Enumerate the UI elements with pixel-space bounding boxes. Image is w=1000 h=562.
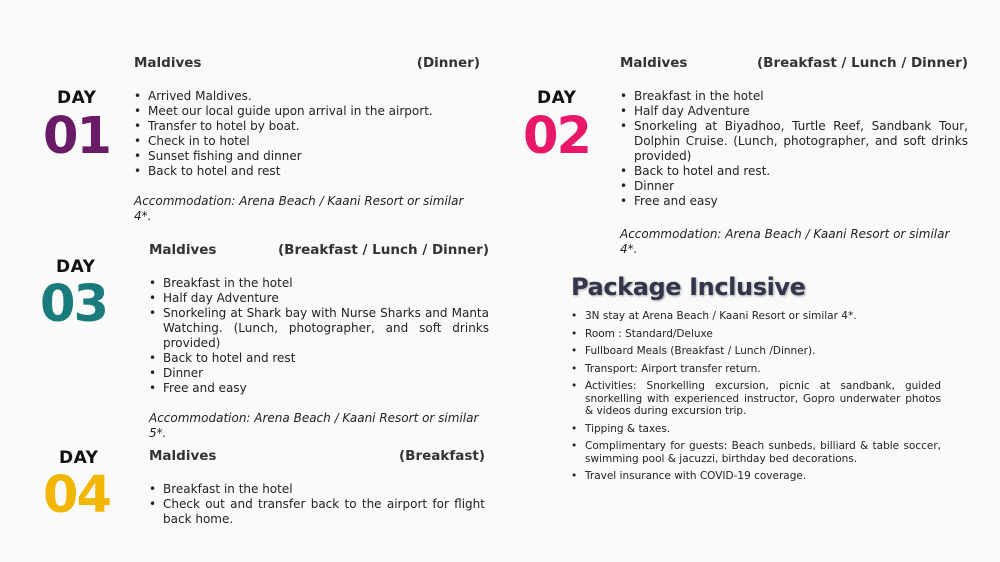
day-03-label: DAY xyxy=(56,257,96,277)
list-item: • Check out and transfer back to the airport for flight back home. xyxy=(149,497,485,527)
day-04-list xyxy=(149,482,485,527)
day-04-number: 04 xyxy=(43,466,110,525)
day-01-location: Maldives xyxy=(134,55,202,71)
list-item: • Dinner xyxy=(149,366,489,381)
list-item: • Free and easy xyxy=(620,194,968,209)
list-item: • Complimentary for guests: Beach sunbeds, billiard & table soccer, swimming pool & jacuzzi, birthday bed decorations. xyxy=(571,440,941,465)
day-02-meals: (Breakfast / Lunch / Dinner) xyxy=(757,55,968,71)
day-03-list xyxy=(149,276,489,396)
package-list xyxy=(571,310,941,483)
day-04-location: Maldives xyxy=(149,448,217,464)
list-item: • Transfer to hotel by boat. xyxy=(134,119,480,134)
day-02-header xyxy=(620,56,968,71)
list-item: • Snorkeling at Biyadhoo, Turtle Reef, Sandbank Tour, Dolphin Cruise. (Lunch, photographer, and soft drinks provided) xyxy=(620,119,968,164)
day-03-location: Maldives xyxy=(149,242,217,258)
day-03-number: 03 xyxy=(40,275,107,334)
list-item: • Travel insurance with COVID-19 coverage. xyxy=(571,470,941,483)
day-04-header xyxy=(149,449,485,464)
list-item: • Transport: Airport transfer return. xyxy=(571,363,941,376)
list-item: • Breakfast in the hotel xyxy=(149,482,485,497)
list-item: • Check in to hotel xyxy=(134,134,480,149)
list-item: • Activities: Snorkelling excursion, picnic at sandbank, guided snorkelling with experienced instructor, Gopro underwater photos & videos during excursion trip. xyxy=(571,380,941,418)
list-item: • 3N stay at Arena Beach / Kaani Resort or similar 4*. xyxy=(571,310,941,323)
list-item: • Fullboard Meals (Breakfast / Lunch /Dinner). xyxy=(571,345,941,358)
day-02-location: Maldives xyxy=(620,55,688,71)
day-02-block xyxy=(620,56,968,257)
day-04-block xyxy=(149,449,485,527)
day-04-meals: (Breakfast) xyxy=(398,448,485,464)
list-item: • Back to hotel and rest xyxy=(134,164,480,179)
package-list-block xyxy=(571,310,941,488)
list-item: • Half day Adventure xyxy=(620,104,968,119)
list-item: • Free and easy xyxy=(149,381,489,396)
package-title: Package Inclusive xyxy=(571,273,806,301)
day-02-list xyxy=(620,89,968,209)
list-item: • Half day Adventure xyxy=(149,291,489,306)
list-item: • Back to hotel and rest xyxy=(149,351,489,366)
list-item: • Tipping & taxes. xyxy=(571,423,941,436)
day-02-label: DAY xyxy=(537,88,577,108)
day-02-number: 02 xyxy=(523,107,590,166)
list-item: • Breakfast in the hotel xyxy=(149,276,489,291)
day-03-accommodation: Accommodation: Arena Beach / Kaani Resort or similar 5*. xyxy=(149,411,479,440)
day-01-list xyxy=(134,89,480,179)
day-01-block xyxy=(134,56,480,224)
list-item: • Meet our local guide upon arrival in the airport. xyxy=(134,104,480,119)
list-item: • Back to hotel and rest. xyxy=(620,164,968,179)
day-04-label: DAY xyxy=(59,448,99,468)
day-02-accommodation: Accommodation: Arena Beach / Kaani Resort or similar 4*. xyxy=(620,227,950,256)
list-item: • Room : Standard/Deluxe xyxy=(571,328,941,341)
day-03-meals: (Breakfast / Lunch / Dinner) xyxy=(278,242,489,258)
day-01-accommodation: Accommodation: Arena Beach / Kaani Resort or similar 4*. xyxy=(134,194,464,223)
list-item: • Sunset fishing and dinner xyxy=(134,149,480,164)
list-item: • Snorkeling at Shark bay with Nurse Sharks and Manta Watching. (Lunch, photographer, and soft drinks provided) xyxy=(149,306,489,351)
day-03-header xyxy=(149,243,489,258)
day-01-number: 01 xyxy=(43,107,110,166)
list-item: • Dinner xyxy=(620,179,968,194)
day-01-header xyxy=(134,56,480,71)
list-item: • Arrived Maldives. xyxy=(134,89,480,104)
day-03-block xyxy=(149,243,489,441)
day-01-label: DAY xyxy=(57,88,97,108)
day-01-meals: (Dinner) xyxy=(416,55,480,71)
list-item: • Breakfast in the hotel xyxy=(620,89,968,104)
